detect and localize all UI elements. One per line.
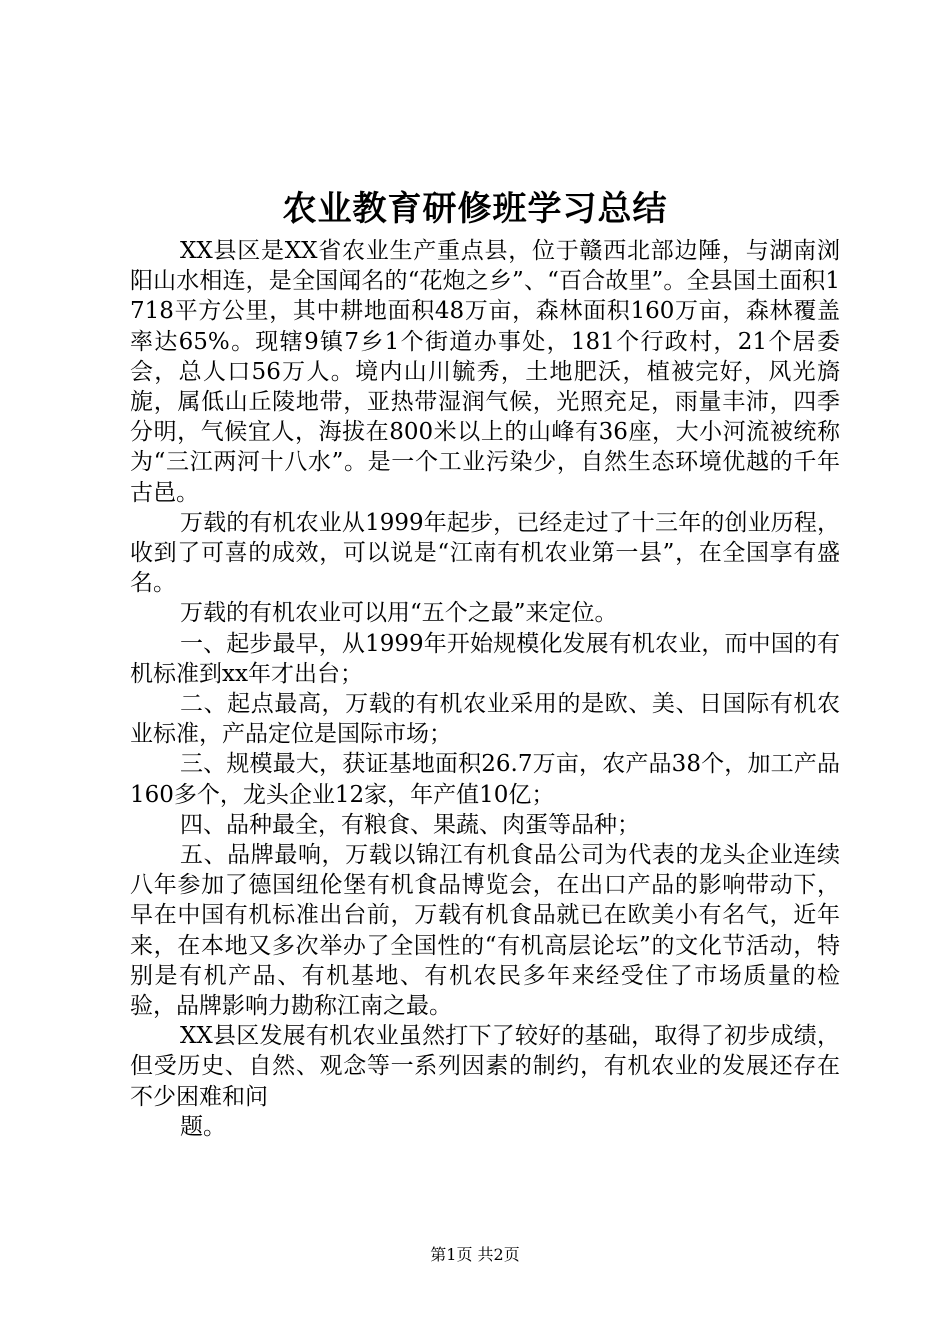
document-title: 农业教育研修班学习总结 <box>282 189 668 229</box>
paragraph-development-problems: XX县区发展有机农业虽然打下了较好的基础，取得了初步成绩，但受历史、自然、观念等一系列因素的制约，有机农业的发展还存在不少困难和问 <box>130 1023 840 1110</box>
paragraph-strongest-brand: 五、品牌最响，万载以锦江有机食品公司为代表的龙头企业连续八年参加了德国纽伦堡有机食品博览会，在出口产品的影响带动下，早在中国有机标准出台前，万载有机食品就已在欧美小有名气，近年来，在本地又多次举办了全国性的“有机高层论坛”的文化节活动，特别是有机产品、有机基地、有机农民多年来经受住了市场质量的检验，品牌影响力勘称江南之最。 <box>130 842 840 1020</box>
paragraph-earliest-start: 一、起步最早，从1999年开始规模化发展有机农业，而中国的有机标准到xx年才出台； <box>130 630 840 687</box>
paragraph-largest-scale: 三、规模最大，获证基地面积26.7万亩，农产品38个，加工产品160多个，龙头企业12家，年产值10亿； <box>130 751 840 808</box>
paragraph-five-bests-intro: 万载的有机农业可以用“五个之最”来定位。 <box>180 600 618 627</box>
document-body <box>130 236 840 1142</box>
paragraph-county-overview: XX县区是XX省农业生产重点县，位于赣西北部边陲，与湖南浏阳山水相连，是全国闻名的“花炮之乡”、“百合故里”。全县国土面积1718平方公里，其中耕地面积48万亩，森林面积160万亩，森林覆盖率达65%。现辖9镇7乡1个街道办事处，181个行政村，21个居委会，总人口56万人。境内山川毓秀，土地肥沃，植被完好，风光旖旎，属低山丘陵地带，亚热带湿润气候，光照充足，雨量丰沛，四季分明，气候宜人，海拔在800米以上的山峰有36座，大小河流被统称为“三江两河十八水”。是一个工业污染少，自然生态环境优越的千年古邑。 <box>130 238 840 506</box>
paragraph-organic-history: 万载的有机农业从1999年起步，已经走过了十三年的创业历程，收到了可喜的成效，可以说是“江南有机农业第一县”，在全国享有盛名。 <box>130 509 840 597</box>
paragraph-continuation: 题。 <box>180 1113 226 1140</box>
paragraph-highest-standard: 二、起点最高，万载的有机农业采用的是欧、美、日国际有机农业标准，产品定位是国际市场； <box>130 691 840 748</box>
page-number-footer: 第1页 共2页 <box>430 1245 520 1264</box>
paragraph-most-varieties: 四、品种最全，有粮食、果蔬、肉蛋等品种； <box>180 811 640 838</box>
